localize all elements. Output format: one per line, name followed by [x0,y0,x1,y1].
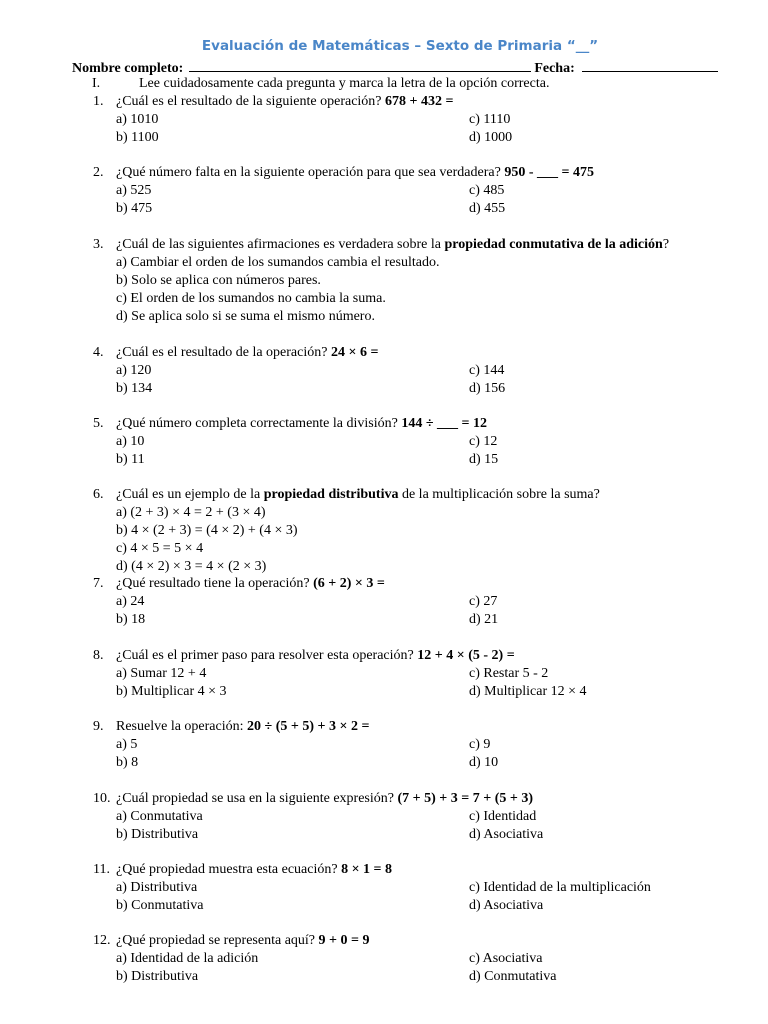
question-expression: 12 + 4 × (5 - 2) = [417,648,515,663]
question-text [116,164,594,182]
answer-option[interactable]: b) 11 [116,452,145,467]
answer-option[interactable]: b) 134 [116,381,153,396]
date-field[interactable] [582,58,718,72]
question-10 [0,790,768,844]
question-line [0,718,768,736]
question-prompt: ¿Qué número completa correctamente la división? [116,416,402,431]
option-row [0,272,768,290]
answer-option[interactable]: b) Distributiva [116,969,199,984]
answer-option[interactable]: b) Distributiva [116,827,199,842]
answer-option[interactable]: c) 9 [469,737,491,752]
answer-option[interactable]: d) Multiplicar 12 × 4 [469,684,587,699]
question-expression: 8 × 1 = 8 [341,862,393,877]
option-row [0,200,768,218]
question-text [116,236,669,254]
question-prompt: ¿Cuál de las siguientes afirmaciones es verdadera sobre la [116,237,445,252]
option-row [0,111,768,129]
answer-option[interactable]: b) Solo se aplica con números pares. [116,273,321,288]
option-row [0,433,768,451]
question-expression: 950 - ___ = 475 [504,165,594,180]
name-field[interactable] [189,58,531,72]
answer-option[interactable]: b) Multiplicar 4 × 3 [116,684,227,699]
question-text [116,486,600,504]
question-expression: 24 × 6 = [330,345,379,360]
question-number: 5. [93,416,104,431]
instructions-text: Lee cuidadosamente cada pregunta y marca la letra de la opción correcta. [139,76,550,91]
question-2 [0,164,768,218]
question-7 [0,575,768,629]
question-line [0,790,768,808]
option-row [0,129,768,147]
exam-title: Evaluación de Matemáticas – Sexto de Primaria “__” [201,38,599,54]
answer-option[interactable]: a) Conmutativa [116,809,203,824]
answer-option[interactable]: b) 4 × (2 + 3) = (4 × 2) + (4 × 3) [116,523,298,538]
question-9 [0,718,768,772]
answer-option[interactable]: b) 1100 [116,130,159,145]
answer-option[interactable]: c) 485 [469,183,505,198]
question-number: 3. [93,237,104,252]
answer-option[interactable]: c) Identidad de la multiplicación [469,880,651,895]
question-text [116,647,515,665]
question-12 [0,932,768,986]
answer-option[interactable]: d) 156 [469,381,506,396]
option-row [0,308,768,326]
option-row [0,540,768,558]
answer-option[interactable]: a) 24 [116,594,145,609]
question-suffix: de la multiplicación sobre la suma? [398,487,600,502]
answer-option[interactable]: a) Sumar 12 + 4 [116,666,207,681]
question-prompt: ¿Cuál es el resultado de la siguiente operación? [116,94,386,109]
question-expression: 678 + 432 = [385,94,454,109]
question-number: 2. [93,165,104,180]
question-line [0,575,768,593]
answer-option[interactable]: c) Identidad [469,809,537,824]
answer-option[interactable]: d) 21 [469,612,499,627]
question-expression: 9 + 0 = 9 [318,933,370,948]
question-line [0,236,768,254]
answer-option[interactable]: c) 12 [469,434,498,449]
question-line [0,93,768,111]
answer-option[interactable]: c) Restar 5 - 2 [469,666,549,681]
answer-option[interactable]: b) Conmutativa [116,898,204,913]
answer-option[interactable]: d) Conmutativa [469,969,557,984]
answer-option[interactable]: c) 27 [469,594,498,609]
name-label: Nombre completo: [72,61,184,76]
question-expression: propiedad distributiva [263,487,399,502]
question-1 [0,93,768,147]
answer-option[interactable]: a) Identidad de la adición [116,951,259,966]
question-expression: 144 ÷ ___ = 12 [401,416,487,431]
question-expression: 20 ÷ (5 + 5) + 3 × 2 = [247,719,370,734]
question-line [0,932,768,950]
question-prompt: ¿Qué número falta en la siguiente operación para que sea verdadera? [116,165,505,180]
question-number: 1. [93,94,104,109]
answer-option[interactable]: d) 10 [469,755,499,770]
option-row [0,182,768,200]
answer-option[interactable]: b) 475 [116,201,153,216]
question-line [0,647,768,665]
answer-option[interactable]: c) Asociativa [469,951,543,966]
question-text [116,718,369,736]
question-number: 4. [93,345,104,360]
question-number: 11. [93,862,110,877]
question-prompt: ¿Cuál propiedad se usa en la siguiente expresión? [116,791,398,806]
question-suffix: ? [662,237,670,252]
question-expression: (6 + 2) × 3 = [313,576,385,591]
answer-option[interactable]: c) El orden de los sumandos no cambia la suma. [116,291,386,306]
option-row [0,254,768,272]
option-row [0,380,768,398]
answer-option[interactable]: b) 8 [116,755,139,770]
question-text [116,861,392,879]
option-row [0,558,768,576]
question-expression: propiedad conmutativa de la adición [444,237,663,252]
option-row [0,736,768,754]
option-row [0,593,768,611]
question-text [116,93,453,111]
answer-option[interactable]: d) Se aplica solo si se suma el mismo número. [116,309,375,324]
answer-option[interactable]: d) (4 × 2) × 3 = 4 × (2 × 3) [116,559,267,574]
question-expression: (7 + 5) + 3 = 7 + (5 + 3) [397,791,534,806]
question-prompt: ¿Cuál es un ejemplo de la [116,487,264,502]
option-row [0,665,768,683]
answer-option[interactable]: c) 144 [469,363,505,378]
question-line [0,344,768,362]
question-line [0,415,768,433]
question-4 [0,344,768,398]
option-row [0,362,768,380]
question-3 [0,236,768,326]
question-prompt: ¿Qué resultado tiene la operación? [116,576,314,591]
question-prompt: ¿Qué propiedad se representa aquí? [116,933,319,948]
option-row [0,897,768,915]
question-line [0,486,768,504]
answer-option[interactable]: a) 1010 [116,112,159,127]
question-number: 6. [93,487,104,502]
question-number: 8. [93,648,104,663]
question-prompt: ¿Cuál es el primer paso para resolver esta operación? [116,648,418,663]
option-row [0,611,768,629]
question-line [0,861,768,879]
question-prompt: ¿Cuál es el resultado de la operación? [116,345,331,360]
date-label: Fecha: [534,61,575,76]
option-row [0,754,768,772]
question-number: 12. [93,933,111,948]
option-row [0,826,768,844]
question-5 [0,415,768,469]
answer-option[interactable]: d) Asociativa [469,827,544,842]
question-prompt: ¿Qué propiedad muestra esta ecuación? [116,862,342,877]
option-row [0,504,768,522]
question-text [116,415,487,433]
question-text [116,932,369,950]
answer-option[interactable]: a) 525 [116,183,152,198]
answer-option[interactable]: d) Asociativa [469,898,544,913]
option-row [0,290,768,308]
question-prompt: Resuelve la operación: [116,719,248,734]
answer-option[interactable]: a) Distributiva [116,880,198,895]
question-number: 10. [93,791,111,806]
option-row [0,522,768,540]
option-row [0,968,768,986]
question-number: 9. [93,719,104,734]
answer-option[interactable]: a) 120 [116,363,152,378]
option-row [0,879,768,897]
answer-option[interactable]: a) Cambiar el orden de los sumandos cambia el resultado. [116,255,440,270]
section-number: I. [92,76,101,91]
question-line [0,164,768,182]
question-text [116,344,378,362]
answer-option[interactable]: d) 15 [469,452,499,467]
question-6 [0,486,768,576]
answer-option[interactable]: c) 1110 [469,112,511,127]
answer-option[interactable]: a) 5 [116,737,138,752]
answer-option[interactable]: c) 4 × 5 = 5 × 4 [116,541,204,556]
question-text [116,575,385,593]
question-text [116,790,533,808]
answer-option[interactable]: a) 10 [116,434,145,449]
answer-option[interactable]: a) (2 + 3) × 4 = 2 + (3 × 4) [116,505,266,520]
option-row [0,683,768,701]
question-11 [0,861,768,915]
question-number: 7. [93,576,104,591]
option-row [0,451,768,469]
answer-option[interactable]: b) 18 [116,612,146,627]
option-row [0,808,768,826]
answer-option[interactable]: d) 455 [469,201,506,216]
question-8 [0,647,768,701]
answer-option[interactable]: d) 1000 [469,130,513,145]
option-row [0,950,768,968]
